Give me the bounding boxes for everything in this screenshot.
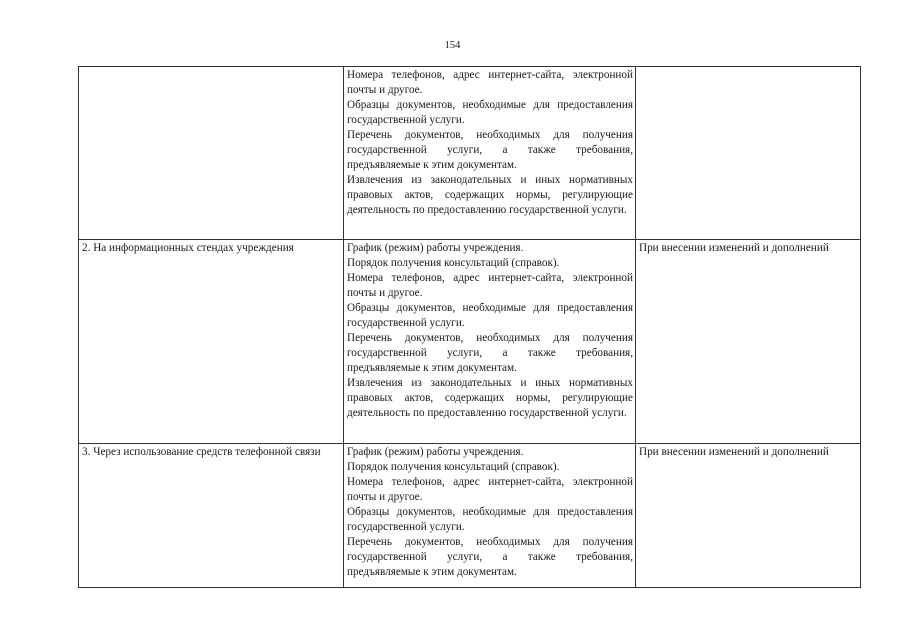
- content-item: Извлечения из законодательных и иных нормативных правовых актов, содержащих нормы, регулирующие деятельность по предоставлению государственной услуги.: [347, 174, 633, 216]
- update-rule-cell: При внесении изменений и дополнений: [636, 240, 861, 444]
- content-item: Перечень документов, необходимых для получения государственной услуги, а также требования, предъявляемые к этим документам.: [347, 129, 633, 171]
- table-row: [79, 67, 861, 240]
- channel-cell: 3. Через использование средств телефонной связи: [79, 444, 344, 588]
- update-rule-cell: При внесении изменений и дополнений: [636, 444, 861, 588]
- content-cell: [344, 444, 636, 588]
- content-item: График (режим) работы учреждения.: [347, 242, 524, 254]
- content-item: Номера телефонов, адрес интернет-сайта, электронной почты и другое.: [347, 69, 633, 96]
- content-item: Образцы документов, необходимые для предоставления государственной услуги.: [347, 506, 633, 533]
- content-item: Номера телефонов, адрес интернет-сайта, электронной почты и другое.: [347, 272, 633, 299]
- content-item: Извлечения из законодательных и иных нормативных правовых актов, содержащих нормы, регулирующие деятельность по предоставлению государственной услуги.: [347, 377, 633, 419]
- content-item: Порядок получения консультаций (справок).: [347, 257, 560, 269]
- channel-cell: [79, 67, 344, 240]
- table-row: [79, 444, 861, 588]
- content-item: Перечень документов, необходимых для получения государственной услуги, а также требования, предъявляемые к этим документам.: [347, 332, 633, 374]
- update-rule-cell: [636, 67, 861, 240]
- content-item: График (режим) работы учреждения.: [347, 446, 524, 458]
- content-item: Номера телефонов, адрес интернет-сайта, электронной почты и другое.: [347, 476, 633, 503]
- table-row: [79, 240, 861, 444]
- info-channels-table: [78, 66, 861, 588]
- content-item: Образцы документов, необходимые для предоставления государственной услуги.: [347, 99, 633, 126]
- content-item: Образцы документов, необходимые для предоставления государственной услуги.: [347, 302, 633, 329]
- page-number: 154: [444, 40, 461, 51]
- content-cell: [344, 67, 636, 240]
- content-item: Порядок получения консультаций (справок).: [347, 461, 560, 473]
- content-item: Перечень документов, необходимых для получения государственной услуги, а также требования, предъявляемые к этим документам.: [347, 536, 633, 578]
- channel-cell: 2. На информационных стендах учреждения: [79, 240, 344, 444]
- content-cell: [344, 240, 636, 444]
